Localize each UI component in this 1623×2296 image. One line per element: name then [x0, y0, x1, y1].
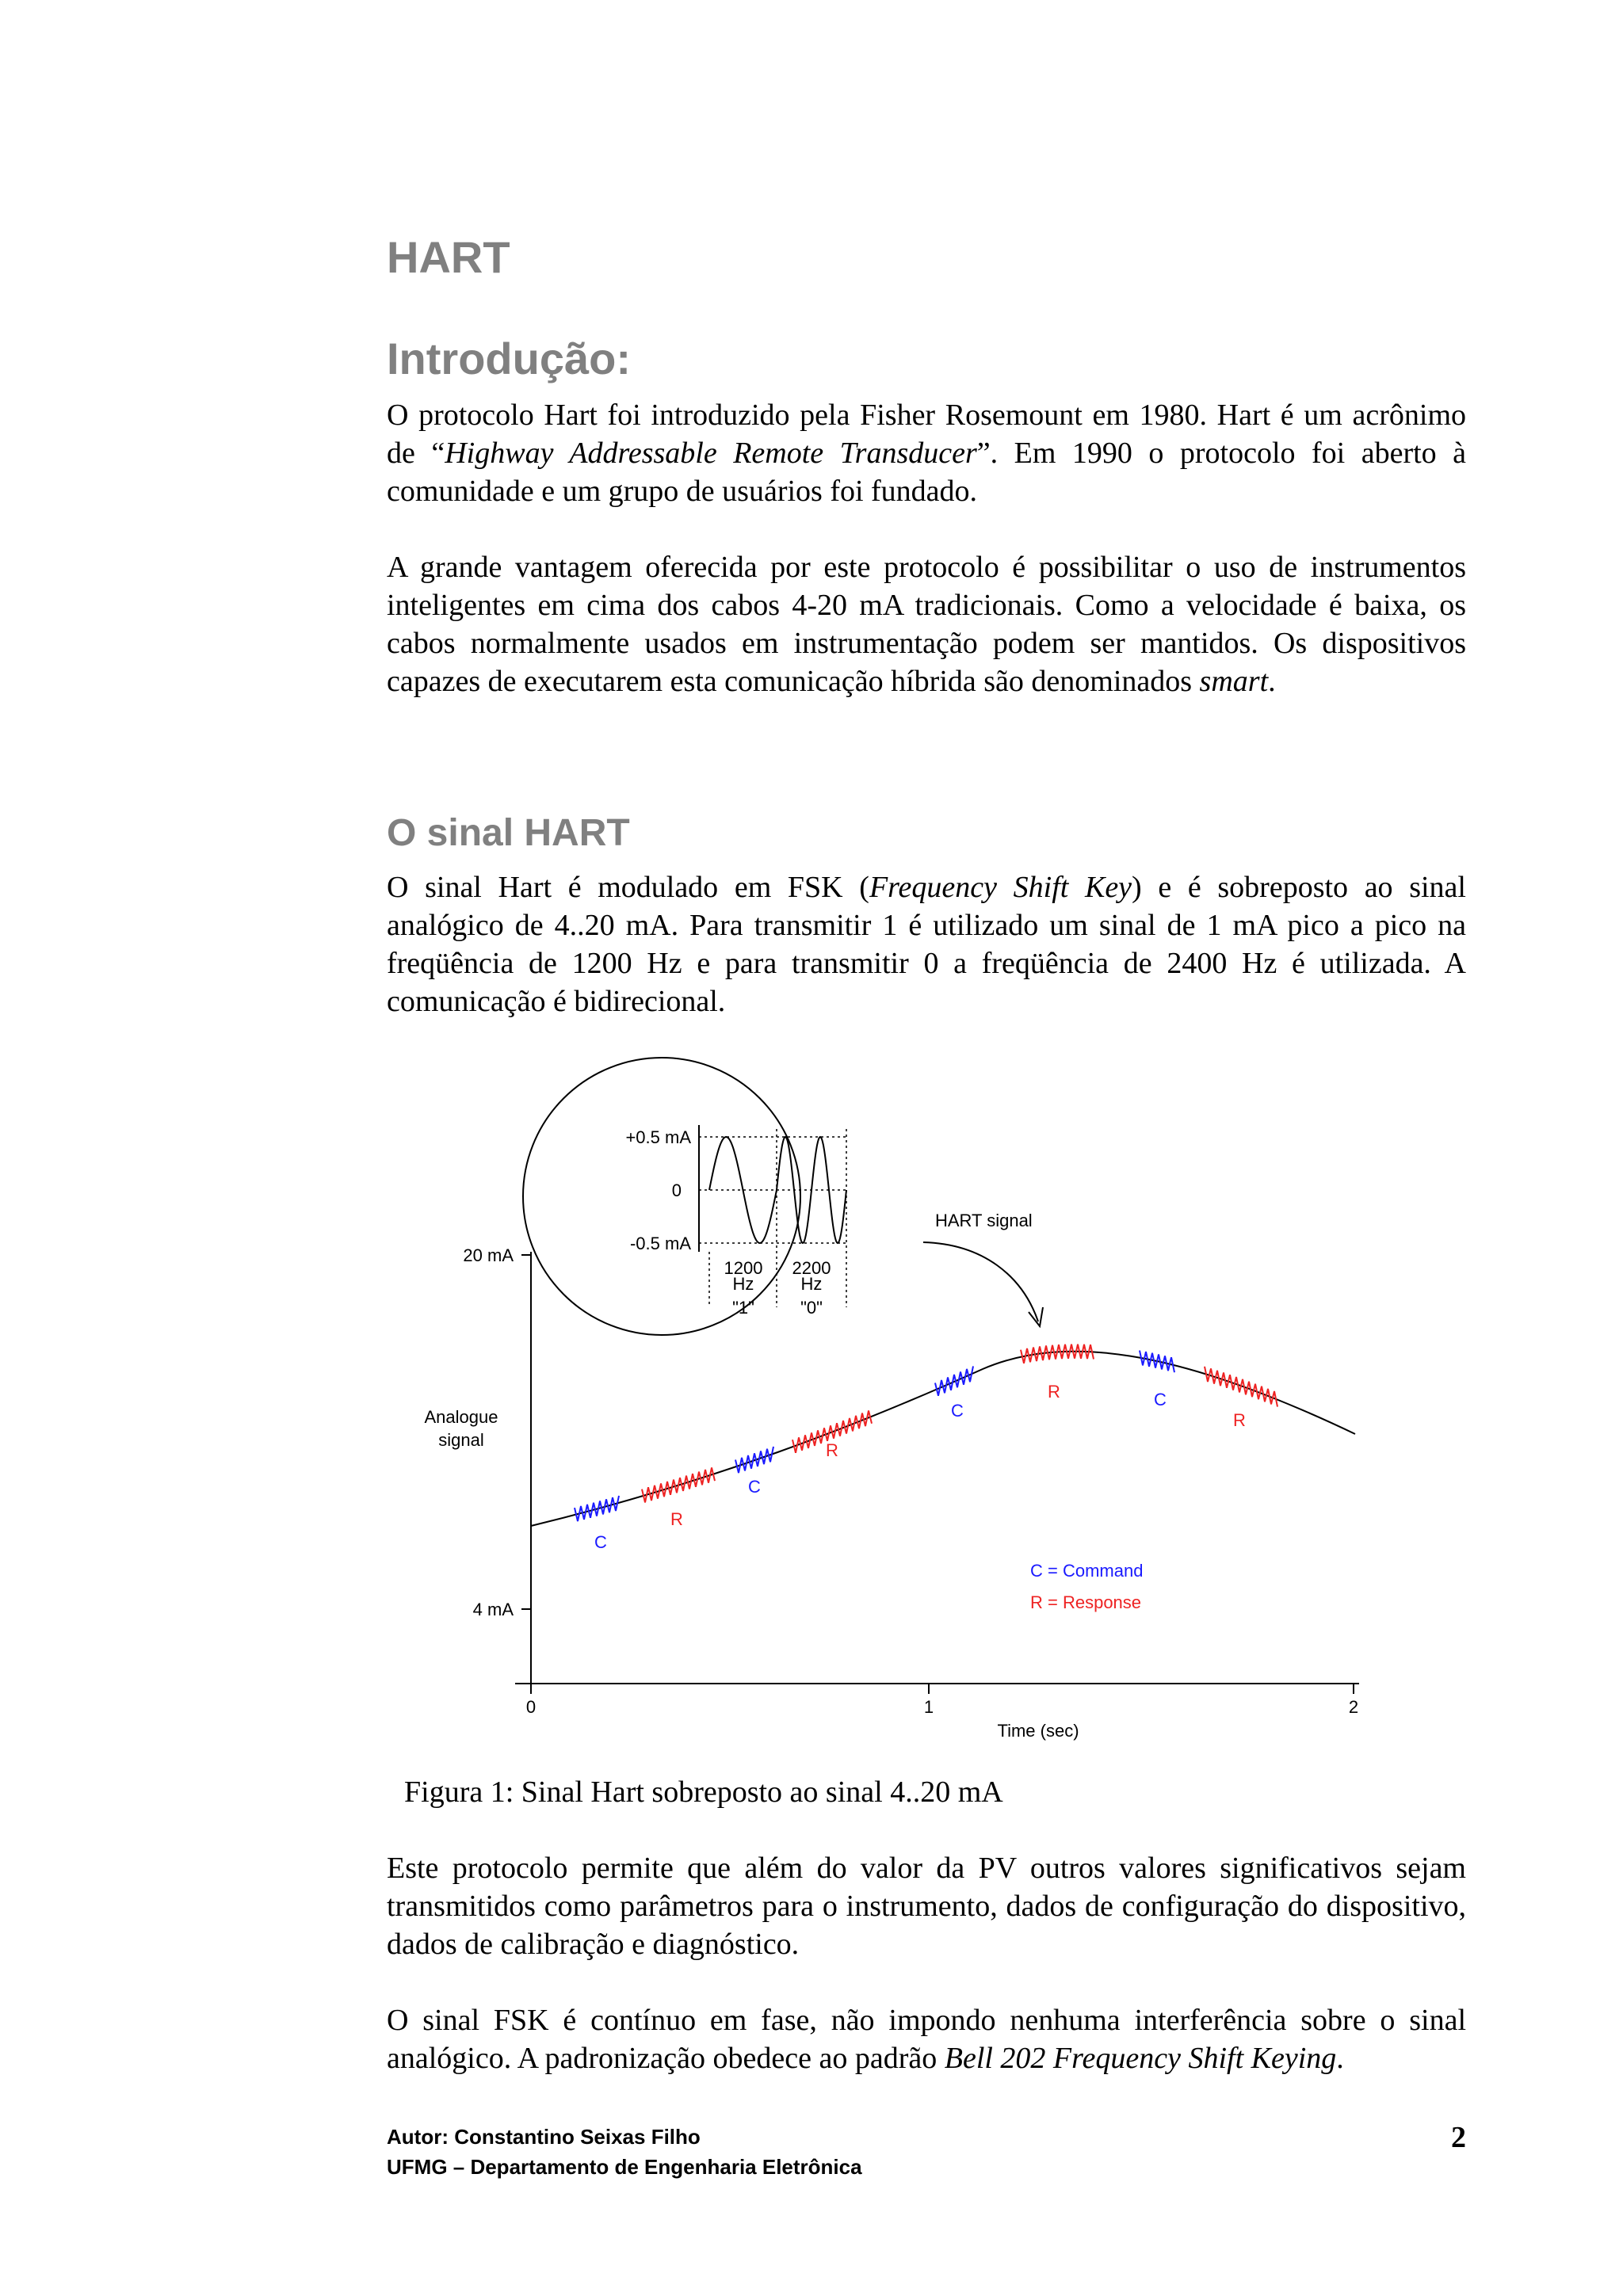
intro-paragraph-2: A grande vantagem oferecida por este protocolo é possibilitar o uso de instrumentos inteligentes em cima dos cabos 4-20 mA tradicionais. Como a velocidade é baixa, os cabos normalmente usados em instrumentação podem ser mantidos. Os dispositivos capazes de executarem esta comunicação híbrida são denominados smart.	[387, 551, 1466, 698]
response-burst-8	[1205, 1367, 1277, 1407]
hart-signal-label: HART signal	[935, 1211, 1033, 1230]
burst-label-r1: R	[670, 1509, 683, 1529]
burst-label-r3: R	[1048, 1382, 1060, 1402]
inset-freq-1-unit: Hz	[732, 1274, 754, 1294]
inset-bit-2: "0"	[800, 1298, 823, 1318]
inset-y-bot-label: -0.5 mA	[629, 1234, 691, 1253]
inset-circle	[523, 1058, 800, 1335]
response-burst-2	[642, 1467, 715, 1502]
burst-label-c4: C	[1154, 1390, 1167, 1409]
legend-response: R = Response	[1030, 1592, 1142, 1612]
legend-command: C = Command	[1030, 1561, 1144, 1581]
response-burst-6	[1021, 1344, 1094, 1363]
intro-paragraph-1: O protocolo Hart foi introduzido pela Fisher Rosemount em 1980. Hart é um acrônimo de “Highway Addressable Remote Transducer”. Em 1990 o protocolo foi aberto à comunidade e um grupo de usuários foi fundado.	[387, 399, 1467, 508]
burst-label-r2: R	[826, 1440, 838, 1460]
intro-heading: Introdução:	[387, 334, 631, 383]
hart-bursts	[575, 1344, 1277, 1521]
signal-paragraph: O sinal Hart é modulado em FSK (Frequency Shift Key) e é sobreposto ao sinal analógico de 4..20 mA. Para transmitir 1 é utilizado um sinal de 1 mA pico a pico na freqüência de 1200 Hz e para transmitir 0 a freqüência de 2400 Hz é utilizada. A comunicação é bidirecional.	[387, 871, 1466, 1018]
page-number: 2	[1451, 2121, 1466, 2154]
y-label-4ma: 4 mA	[472, 1600, 514, 1619]
footer-department: UFMG – Departamento de Engenharia Eletrônica	[387, 2155, 862, 2179]
inset-freq-2: 2200	[792, 1258, 831, 1278]
inset-y-mid-label: 0	[671, 1180, 682, 1200]
signal-heading: O sinal HART	[387, 812, 630, 854]
analogue-curve	[531, 1352, 1355, 1526]
burst-label-c3: C	[951, 1401, 964, 1421]
inset-y-top-label: +0.5 mA	[625, 1127, 691, 1147]
inset-bit-1: "1"	[732, 1298, 754, 1318]
x-tick-label-0: 0	[525, 1697, 537, 1717]
hart-signal-figure	[412, 1054, 1387, 1751]
figure-caption: Figura 1: Sinal Hart sobreposto ao sinal 4..20 mA	[404, 1775, 1003, 1809]
footer-author: Autor: Constantino Seixas Filho	[387, 2125, 701, 2149]
inset-freq-2-unit: Hz	[800, 1274, 823, 1294]
x-tick-label-2: 2	[1348, 1697, 1359, 1717]
command-burst-7	[1140, 1351, 1174, 1373]
after-paragraph-2: O sinal FSK é contínuo em fase, não impondo nenhuma interferência sobre o sinal analógico. A padronização obedece ao padrão Bell 202 Frequency Shift Keying.	[387, 2004, 1466, 2075]
analogue-label-1: Analogue	[424, 1407, 498, 1427]
y-label-20ma: 20 mA	[463, 1245, 514, 1265]
burst-label-c1: C	[594, 1532, 607, 1552]
x-tick-label-1: 1	[923, 1697, 934, 1717]
burst-label-r4: R	[1233, 1410, 1246, 1430]
analogue-label-2: signal	[438, 1430, 484, 1450]
hart-signal-arrow	[923, 1242, 1038, 1322]
after-paragraph-1: Este protocolo permite que além do valor da PV outros valores significativos sejam transmitidos como parâmetros para o instrumento, dados de configuração do dispositivo, dados de calibração e diagnóstico.	[387, 1852, 1466, 1961]
inset-freq-1: 1200	[724, 1258, 763, 1278]
doc-title: HART	[387, 232, 510, 282]
x-axis-label: Time (sec)	[997, 1721, 1079, 1741]
burst-label-c2: C	[748, 1477, 761, 1497]
